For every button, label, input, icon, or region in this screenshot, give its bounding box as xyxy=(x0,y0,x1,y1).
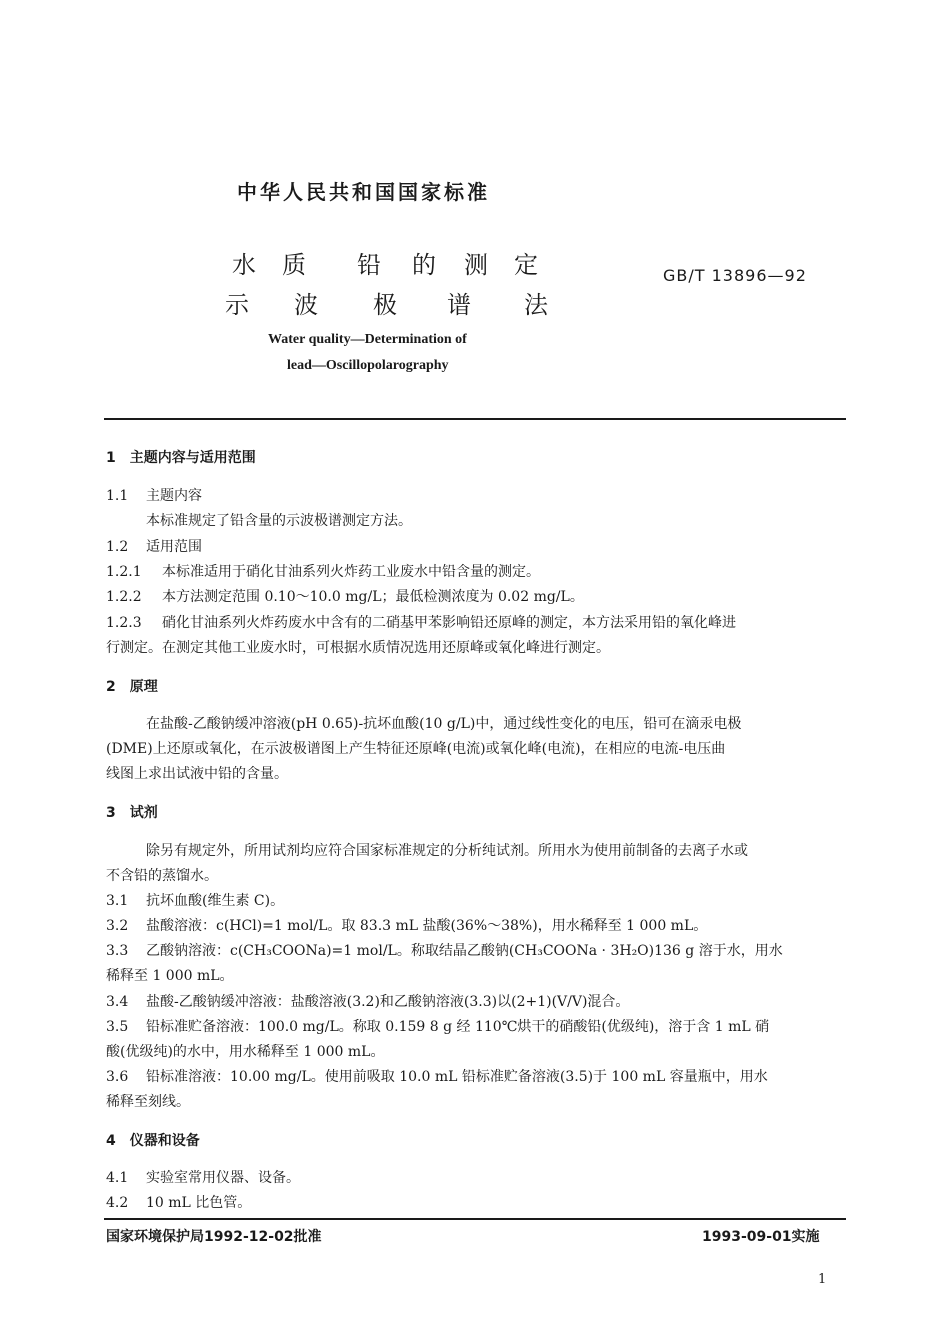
clause-number: 4.2 xyxy=(106,1195,129,1211)
title-char: 极 xyxy=(373,291,400,319)
clause-1-1-body: 本标准规定了铅含量的示波极谱测定方法。 xyxy=(146,513,412,529)
clause-number: 3.1 xyxy=(106,893,129,909)
clause-1-1 xyxy=(106,485,202,505)
title-char: 质 xyxy=(282,251,309,279)
clause-text: 乙酸钠溶液：c(CH₃COONa)=1 mol/L。称取结晶乙酸钠(CH₃COONa · 3H₂O)136 g 溶于水，用水 xyxy=(146,943,783,959)
english-title-line-1: Water quality—Determination of xyxy=(268,332,467,347)
clause-number: 1.2 xyxy=(106,539,129,555)
title-char: 示 xyxy=(225,291,252,319)
title-char: 水 xyxy=(232,251,259,279)
clause-1-2-3 xyxy=(106,612,736,632)
clause-1-2-2 xyxy=(106,586,584,606)
clause-number: 3.3 xyxy=(106,943,129,959)
footer-divider xyxy=(104,1218,846,1220)
clause-3-3 xyxy=(106,940,783,960)
english-title-line-2: lead—Oscillopolarography xyxy=(287,358,449,373)
clause-number: 1.1 xyxy=(106,488,129,504)
title-char: 法 xyxy=(524,291,551,319)
clause-number: 3.5 xyxy=(106,1019,129,1035)
principle-line-3: 线图上求出试液中铅的含量。 xyxy=(106,766,288,782)
clause-text: 铅标准贮备溶液：100.0 mg/L。称取 0.159 8 g 经 110℃烘干的硝酸铅(优级纯)，溶于含 1 mL 硝 xyxy=(146,1019,770,1035)
clause-3-4 xyxy=(106,991,629,1011)
clause-number: 4.1 xyxy=(106,1170,129,1186)
principle-line-1: 在盐酸-乙酸钠缓冲溶液(pH 0.65)-抗坏血酸(10 g/L)中，通过线性变化的电压，铅可在滴汞电极 xyxy=(146,716,742,732)
section-1-title: 1 主题内容与适用范围 xyxy=(106,450,256,466)
clause-text: 盐酸溶液：c(HCl)=1 mol/L。取 83.3 mL 盐酸(36%～38%)，用水稀释至 1 000 mL。 xyxy=(146,918,708,934)
clause-number: 3.2 xyxy=(106,918,129,934)
section-3-title: 3 试剂 xyxy=(106,805,158,821)
clause-3-2 xyxy=(106,915,707,935)
section-2-title: 2 原理 xyxy=(106,679,158,695)
title-char: 定 xyxy=(514,251,541,279)
clause-number: 1.2.1 xyxy=(106,564,142,580)
clause-3-6 xyxy=(106,1066,768,1086)
clause-number: 3.6 xyxy=(106,1069,129,1085)
section-4-title: 4 仪器和设备 xyxy=(106,1133,200,1149)
title-char: 谱 xyxy=(447,291,474,319)
clause-1-2 xyxy=(106,536,202,556)
clause-1-2-1 xyxy=(106,561,540,581)
clause-4-1 xyxy=(106,1167,300,1187)
clause-text: 抗坏血酸(维生素 C)。 xyxy=(146,893,285,909)
clause-text: 10 mL 比色管。 xyxy=(146,1195,252,1211)
clause-3-1 xyxy=(106,890,284,910)
clause-number: 3.4 xyxy=(106,994,129,1010)
reagents-intro-line-1: 除另有规定外，所用试剂均应符合国家标准规定的分析纯试剂。所用水为使用前制备的去离子水或 xyxy=(146,843,748,859)
clause-text: 适用范围 xyxy=(146,539,202,555)
principle-line-2: (DME)上还原或氧化，在示波极谱图上产生特征还原峰(电流)或氧化峰(电流)，在相应的电流-电压曲 xyxy=(106,741,726,757)
clause-3-5 xyxy=(106,1016,769,1036)
clause-text: 铅标准溶液：10.00 mg/L。使用前吸取 10.0 mL 铅标准贮备溶液(3.5)于 100 mL 容量瓶中，用水 xyxy=(146,1069,768,1085)
clause-text: 硝化甘油系列火炸药废水中含有的二硝基甲苯影响铅还原峰的测定，本方法采用铅的氧化峰进 xyxy=(162,615,736,631)
title-char: 的 xyxy=(412,251,439,279)
effective-date: 1993-09-01实施 xyxy=(702,1229,820,1245)
title-char: 测 xyxy=(464,251,491,279)
approval-line: 国家环境保护局1992-12-02批准 xyxy=(106,1229,322,1245)
national-standard-heading: 中华人民共和国国家标准 xyxy=(237,180,490,204)
clause-text: 盐酸-乙酸钠缓冲溶液：盐酸溶液(3.2)和乙酸钠溶液(3.3)以(2+1)(V/V)混合。 xyxy=(146,994,630,1010)
standard-code: GB/T 13896—92 xyxy=(663,266,807,285)
clause-3-6-continued: 稀释至刻线。 xyxy=(106,1094,190,1110)
reagents-intro-line-2: 不含铅的蒸馏水。 xyxy=(106,868,218,884)
page-number: 1 xyxy=(818,1272,827,1287)
clause-number: 1.2.3 xyxy=(106,615,142,631)
clause-3-3-continued: 稀释至 1 000 mL。 xyxy=(106,968,234,984)
clause-3-5-continued: 酸(优级纯)的水中，用水稀释至 1 000 mL。 xyxy=(106,1044,385,1060)
clause-text: 本方法测定范围 0.10～10.0 mg/L；最低检测浓度为 0.02 mg/L。 xyxy=(162,589,584,605)
clause-number: 1.2.2 xyxy=(106,589,142,605)
clause-text: 主题内容 xyxy=(146,488,202,504)
clause-1-2-3-continued: 行测定。在测定其他工业废水时，可根据水质情况选用还原峰或氧化峰进行测定。 xyxy=(106,640,610,656)
header-divider xyxy=(104,418,846,420)
title-char: 铅 xyxy=(357,251,384,279)
clause-text: 本标准适用于硝化甘油系列火炸药工业废水中铅含量的测定。 xyxy=(162,564,540,580)
title-char: 波 xyxy=(294,291,321,319)
clause-4-2 xyxy=(106,1192,251,1212)
clause-text: 实验室常用仪器、设备。 xyxy=(146,1170,300,1186)
